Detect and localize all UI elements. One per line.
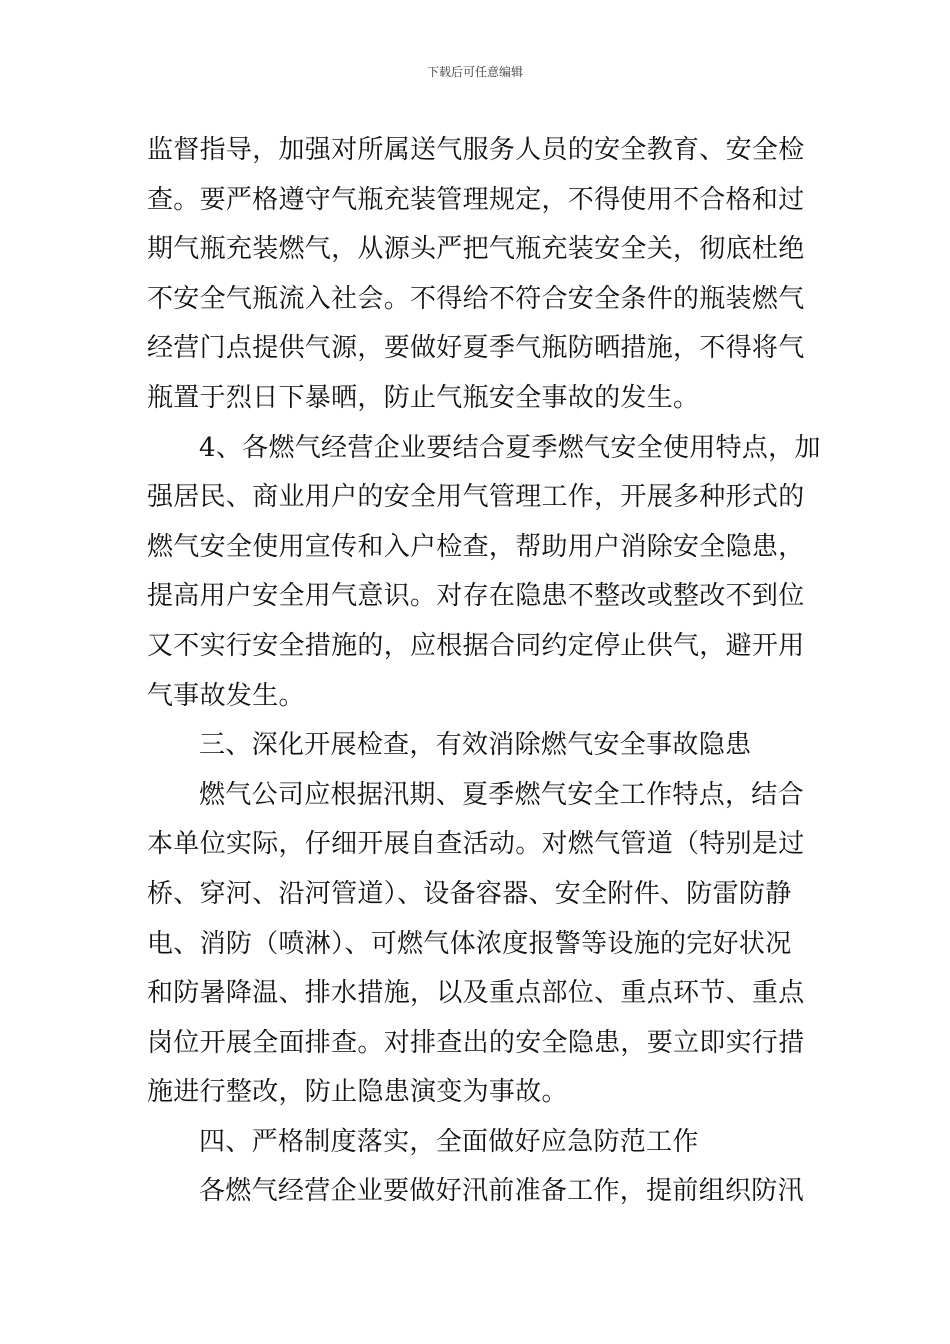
section-heading: 四、严格制度落实，全面做好应急防范工作: [199, 1126, 699, 1157]
paragraph-start-line: 各燃气经营企业要做好汛前准备工作，提前组织防汛: [199, 1176, 804, 1207]
text-line: 期气瓶充装燃气，从源头严把气瓶充装安全关，彻底杜绝: [147, 234, 805, 265]
text-line: 又不实行安全措施的，应根据合同约定停止供气，避开用: [147, 630, 805, 661]
text-line: 和防暑降温、排水措施，以及重点部位、重点环节、重点: [147, 978, 805, 1009]
text-line: 不安全气瓶流入社会。不得给不符合安全条件的瓶装燃气: [147, 283, 805, 314]
text-line: 经营门点提供气源，要做好夏季气瓶防晒措施，不得将气: [147, 333, 805, 364]
text-line: 监督指导，加强对所属送气服务人员的安全教育、安全检: [147, 135, 805, 165]
text-line: 强居民、商业用户的安全用气管理工作，开展多种形式的: [147, 482, 805, 513]
text-line: 施进行整改，防止隐患演变为事故。: [147, 1077, 568, 1108]
text-line: 提高用户安全用气意识。对存在隐患不整改或整改不到位: [147, 581, 805, 612]
paragraph-start-line: 燃气公司应根据汛期、夏季燃气安全工作特点，结合: [199, 779, 804, 810]
text-line: 电、消防（喷淋）、可燃气体浓度报警等设施的完好状况: [147, 928, 792, 959]
document-body: [147, 126, 821, 1217]
page-header-note: 下载后可任意编辑: [426, 65, 523, 79]
text-line: 气事故发生。: [147, 680, 305, 711]
text-line: 岗位开展全面排查。对排查出的安全隐患，要立即实行措: [147, 1027, 805, 1058]
text-line: 桥、穿河、沿河管道）、设备容器、安全附件、防雷防静: [147, 878, 792, 909]
section-heading: 三、深化开展检查，有效消除燃气安全事故隐患: [199, 730, 752, 761]
text-line: 瓶置于烈日下暴晒，防止气瓶安全事故的发生。: [147, 382, 700, 413]
paragraph-start-line: 4、各燃气经营企业要结合夏季燃气安全使用特点，加: [199, 432, 821, 463]
text-line: 本单位实际，仔细开展自查活动。对燃气管道（特别是过: [147, 829, 805, 860]
text-line: 燃气安全使用宣传和入户检查，帮助用户消除安全隐患，: [147, 531, 805, 562]
text-line: 查。要严格遵守气瓶充装管理规定，不得使用不合格和过: [147, 184, 805, 215]
